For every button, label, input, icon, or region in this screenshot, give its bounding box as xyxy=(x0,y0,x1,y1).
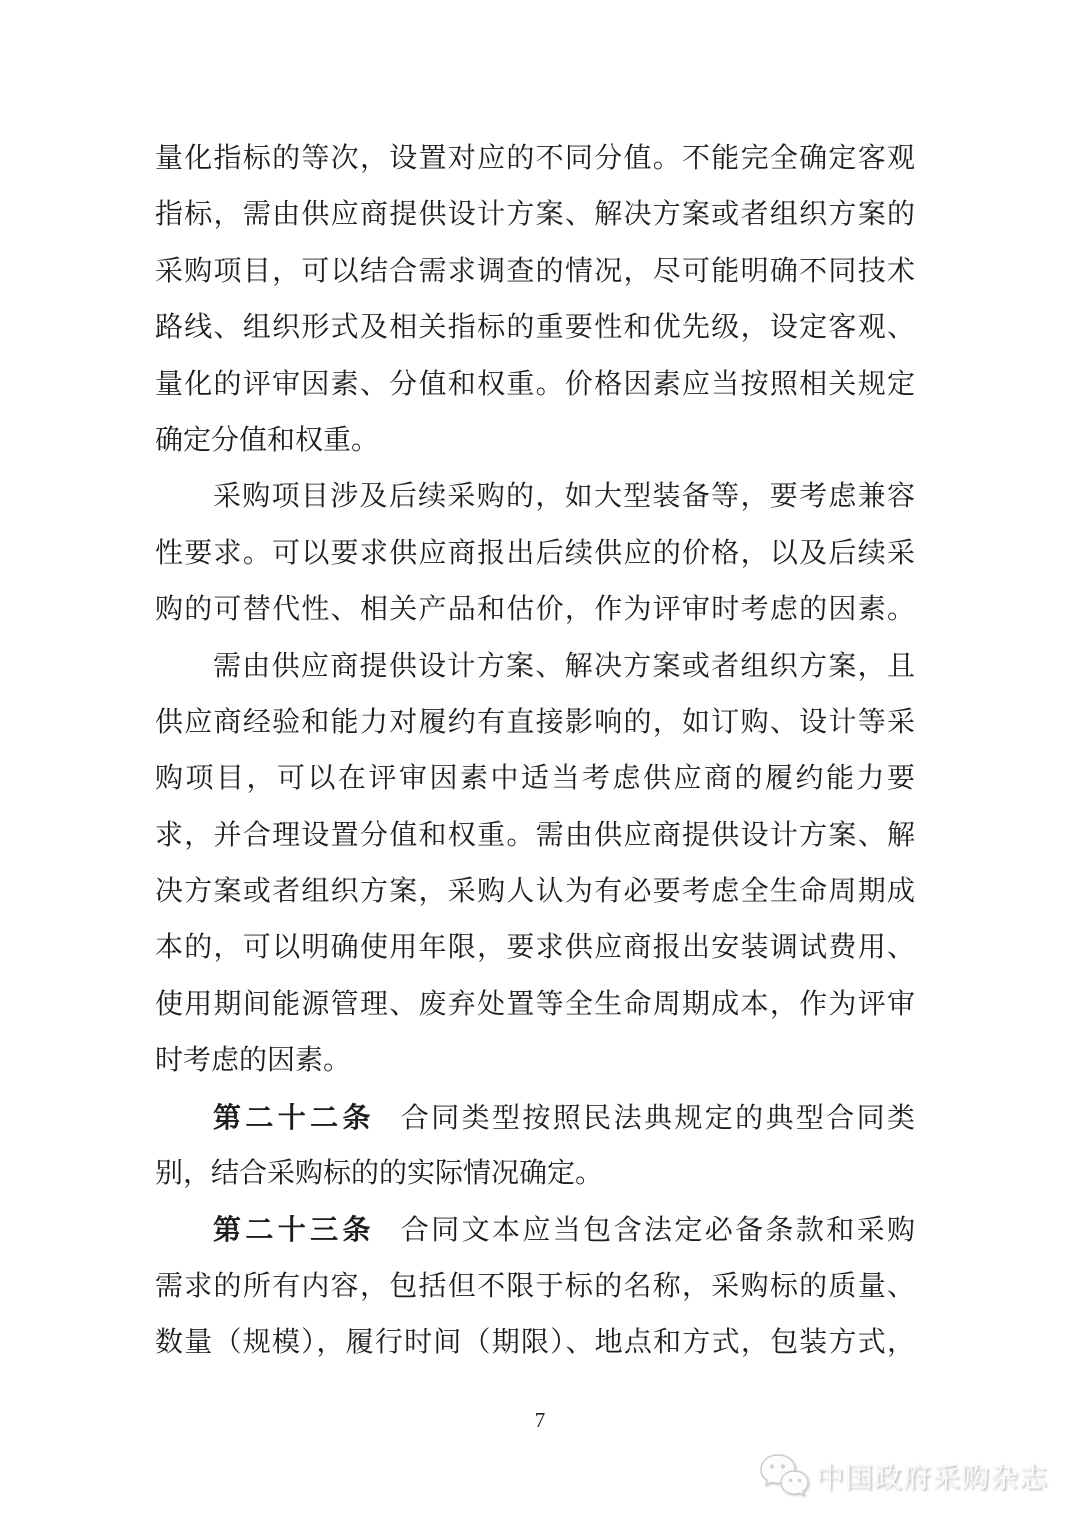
line-text: 数量（规模），履行时间（期限）、地点和方式，包装方式， xyxy=(155,1327,915,1359)
wechat-icon xyxy=(758,1452,810,1500)
text-line xyxy=(155,1033,915,1089)
line-text: 本的，可以明确使用年限，要求供应商报出安装调试费用、 xyxy=(155,932,915,964)
text-line xyxy=(155,187,915,243)
paragraph xyxy=(155,469,915,638)
line-text: 量化指标的等次，设置对应的不同分值。不能完全确定客观 xyxy=(155,143,915,174)
text-line xyxy=(155,526,915,582)
text-line xyxy=(155,244,915,300)
text-line xyxy=(155,1315,915,1371)
text-line xyxy=(155,1146,915,1202)
line-text: 合同文本应当包含法定必备条款和采购 xyxy=(400,1215,915,1247)
paragraph xyxy=(155,131,915,469)
line-text: 采购项目，可以结合需求调查的情况，尽可能明确不同技术 xyxy=(155,255,915,287)
text-line xyxy=(155,469,915,525)
text-line xyxy=(155,582,915,638)
line-text: 指标，需由供应商提供设计方案、解决方案或者组织方案的 xyxy=(155,199,915,231)
article-number: 第二十三条 xyxy=(213,1214,375,1246)
line-text: 供应商经验和能力对履约有直接影响的，如订购、设计等采 xyxy=(155,706,915,738)
line-text: 路线、组织形式及相关指标的重要性和优先级，设定客观、 xyxy=(155,312,915,344)
line-text: 采购项目涉及后续采购的，如大型装备等，要考虑兼容 xyxy=(213,481,915,513)
line-text: 求，并合理设置分值和权重。需由供应商提供设计方案、解 xyxy=(155,819,915,851)
paragraph xyxy=(155,639,915,1090)
line-text: 合同类型按照民法典规定的典型合同类 xyxy=(400,1102,915,1134)
text-line xyxy=(155,864,915,920)
document-body xyxy=(155,131,915,1372)
watermark xyxy=(758,1452,1048,1500)
text-line xyxy=(155,131,915,187)
text-line xyxy=(155,1090,915,1146)
text-line xyxy=(155,695,915,751)
text-line xyxy=(155,1202,915,1258)
line-text: 性要求。可以要求供应商报出后续供应的价格，以及后续采 xyxy=(155,537,915,569)
line-text: 量化的评审因素、分值和权重。价格因素应当按照相关规定 xyxy=(155,368,915,400)
text-line xyxy=(155,639,915,695)
line-text: 购项目，可以在评审因素中适当考虑供应商的履约能力要 xyxy=(155,763,915,795)
text-line xyxy=(155,1259,915,1315)
text-line xyxy=(155,357,915,413)
line-text: 购的可替代性、相关产品和估价，作为评审时考虑的因素。 xyxy=(155,594,915,626)
line-text: 别，结合采购标的的实际情况确定。 xyxy=(155,1158,604,1190)
paragraph xyxy=(155,1202,915,1371)
line-text: 时考虑的因素。 xyxy=(155,1045,352,1077)
text-line xyxy=(155,977,915,1033)
paragraph xyxy=(155,1090,915,1203)
page-number: 7 xyxy=(534,1408,546,1432)
line-text: 需求的所有内容，包括但不限于标的名称，采购标的质量、 xyxy=(155,1270,915,1302)
text-line xyxy=(155,808,915,864)
text-line xyxy=(155,751,915,807)
line-text: 使用期间能源管理、废弃处置等全生命周期成本，作为评审 xyxy=(155,988,915,1020)
watermark-label: 中国政府采购杂志 xyxy=(815,1462,1048,1493)
line-text: 需由供应商提供设计方案、解决方案或者组织方案，且 xyxy=(213,650,915,682)
text-line xyxy=(155,413,915,469)
text-line xyxy=(155,300,915,356)
line-text: 确定分值和权重。 xyxy=(155,424,380,456)
text-line xyxy=(155,920,915,976)
article-number: 第二十二条 xyxy=(213,1101,375,1133)
line-text: 决方案或者组织方案，采购人认为有必要考虑全生命周期成 xyxy=(155,876,915,908)
